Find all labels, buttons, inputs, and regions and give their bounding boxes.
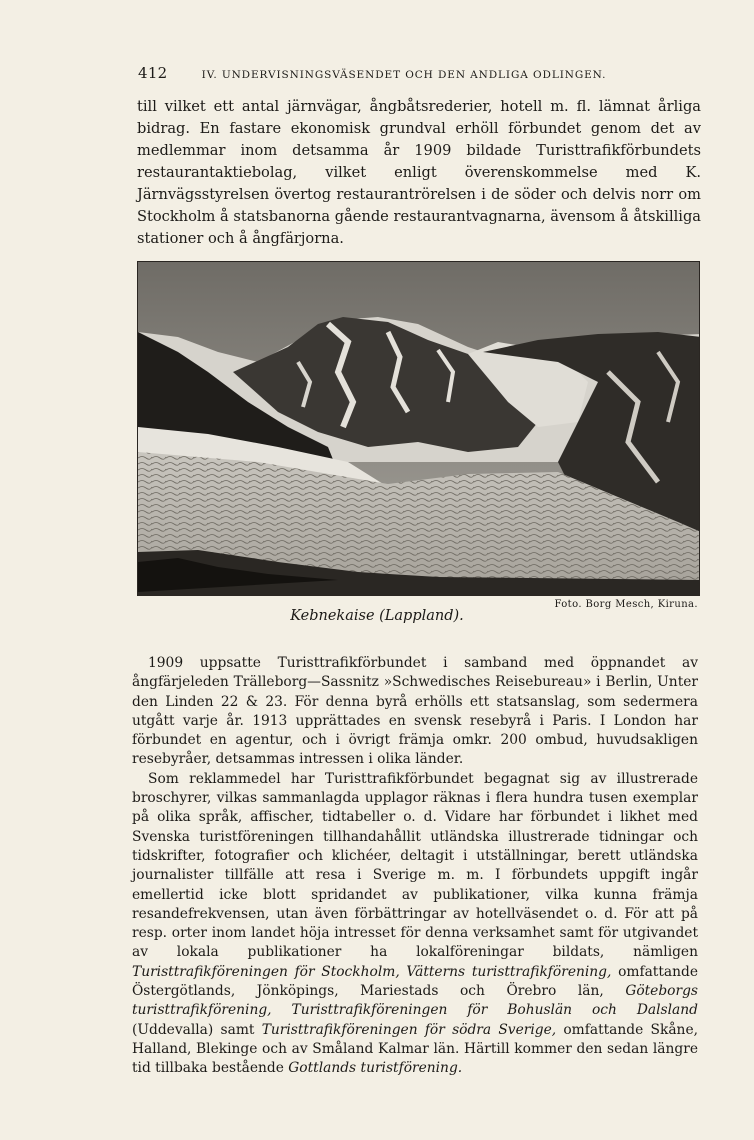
intro-paragraph: till vilket ett antal järnvägar, ångbåtsrederier, hotell m. fl. lämnat årliga bidrag. En fastare ekonomisk grundval erhöll förbundet genom det av medlemmar inom detsamma år 1909 bildade Turisttrafikförbundets restaurantaktiebolag, vilket enligt överenskommelse med K. Järnvägsstyrelsen övertog restaurantrörelsen i de söder och delvis norr om Stockholm å statsbanorna gående restaurantvagnarna, ävensom å åtskilliga stationer och å ångfärjorna. <box>137 98 701 247</box>
paragraph-reklam <box>132 770 698 1079</box>
italic-span: Göteborgs turisttrafikförening, Turisttrafikföreningen för Bohuslän och Dalsland <box>132 983 698 1019</box>
page-number: 412 <box>138 64 168 82</box>
kebnekaise-photograph <box>137 261 700 596</box>
figure-caption: Kebnekaise (Lappland). <box>290 608 464 624</box>
italic-span: Gottlands turistförening. <box>288 1060 463 1077</box>
italic-span: Turisttrafikföreningen för södra Sverige, <box>261 1021 557 1038</box>
text-span: Som reklammedel har Turisttrafikförbundet begagnat sig av illustrerade broschyrer, vilkas sammanlagda upplagor räknas i flera hundra tusen exemplar på olika språk, affischer, tidtabeller o. d. Vidare har förbundet i likhet med Svenska turistföreningen tillhandahållit utländska illustrerade tidningar och tidskrifter, fotografier och klichéer, deltagit i utställningar, berett utländska journalister tillfälle att resa i Sverige m. m. I förbundets uppgift ingår emellertid icke blott spridandet av publikationer, vilka kunna främja resandefrekvensen, utan även förbättringar av hotellväsendet o. d. För att på resp. orter inom landet höja intresset för denna verksamhet samt för utgivandet av lokala publikationer ha lokalföreningar bildats, nämligen <box>132 770 698 961</box>
text-span: omfattande Östergötlands, Jönköpings, Mariestads och Örebro län, <box>132 963 698 1000</box>
italic-span: Turisttrafikföreningen för Stockholm, Vätterns turisttrafikförening, <box>132 963 612 980</box>
body-text <box>132 654 698 1079</box>
paragraph-reisebureau: 1909 uppsatte Turisttrafikförbundet i samband med öppnandet av ångfärjeleden Trälleborg—Sassnitz »Schwedisches Reisebureau» i Berlin, Unter den Linden 22 & 23. För denna byrå erhölls ett statsanslag, som sedermera utgått varje år. 1913 upprättades en svensk resebyrå i Paris. I London har förbundet en agentur, och i övrigt främja omkr. 200 ombud, huvudsakligen resebyråer, detsammas intressen i olika länder. <box>132 655 698 768</box>
page-header <box>138 64 698 82</box>
running-title: IV. UNDERVISNINGSVÄSENDET OCH DEN ANDLIGA ODLINGEN. <box>201 69 607 81</box>
photo-credit: Foto. Borg Mesch, Kiruna. <box>554 599 698 610</box>
text-span: omfattande Skåne, Halland, Blekinge och av Småland Kalmar län. Härtill kommer den sedan längre tid tillbaka bestående <box>132 1021 698 1077</box>
text-span: (Uddevalla) samt <box>132 1021 262 1038</box>
